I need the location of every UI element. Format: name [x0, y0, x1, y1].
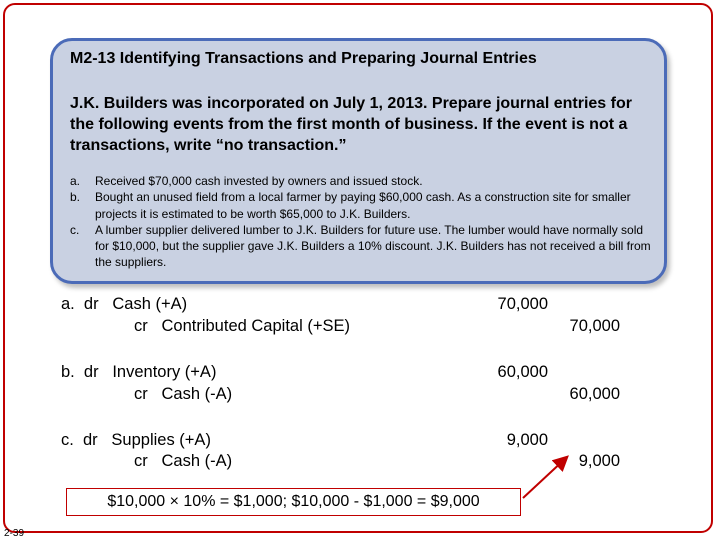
page-number: 2-39: [4, 528, 25, 539]
entry-a-debit-line: a. dr Cash (+A): [61, 295, 188, 313]
event-text: Received $70,000 cash invested by owners and issued stock.: [95, 174, 423, 188]
event-letter: c.: [70, 222, 80, 237]
entry-b-debit-amount: 60,000: [497, 363, 548, 381]
event-text: Bought an unused field from a local farmer by paying $60,000 cash. As a construction site for smaller projects it is estimated to be worth $65,000 to J.K. Builders.: [95, 190, 631, 221]
event-text: A lumber supplier delivered lumber to J.K. Builders for future use. The lumber would have normally sold for $10,000, but the supplier gave J.K. Builders a 10% discount. J.K. Builders has not received a bill from the suppliers.: [95, 222, 651, 270]
event-letter: a.: [70, 174, 81, 188]
entry-a-credit-line: cr Contributed Capital (+SE): [134, 317, 350, 335]
entry-b-debit-line: b. dr Inventory (+A): [61, 363, 217, 381]
slide-title: M2-13 Identifying Transactions and Preparing Journal Entries: [70, 50, 537, 67]
entry-a-debit-amount: 70,000: [497, 295, 548, 313]
problem-statement: J.K. Builders was incorporated on July 1, 2013. Prepare journal entries for the following events from the first month of business. If the event is not a transactions, write “no transaction.”: [70, 95, 632, 154]
event-letter: b.: [70, 190, 81, 205]
calculation-callout: $10,000 × 10% = $1,000; $10,000 - $1,000 = $9,000: [66, 488, 521, 516]
entry-c-debit-amount: 9,000: [506, 431, 548, 449]
entry-c-credit-line: cr Cash (-A): [134, 452, 233, 470]
entry-c-debit-line: c. dr Supplies (+A): [61, 431, 211, 449]
entry-c-credit-amount: 9,000: [578, 452, 620, 470]
entry-b-credit-line: cr Cash (-A): [134, 385, 233, 403]
entry-b-credit-amount: 60,000: [569, 385, 620, 403]
entry-a-credit-amount: 70,000: [569, 317, 620, 335]
